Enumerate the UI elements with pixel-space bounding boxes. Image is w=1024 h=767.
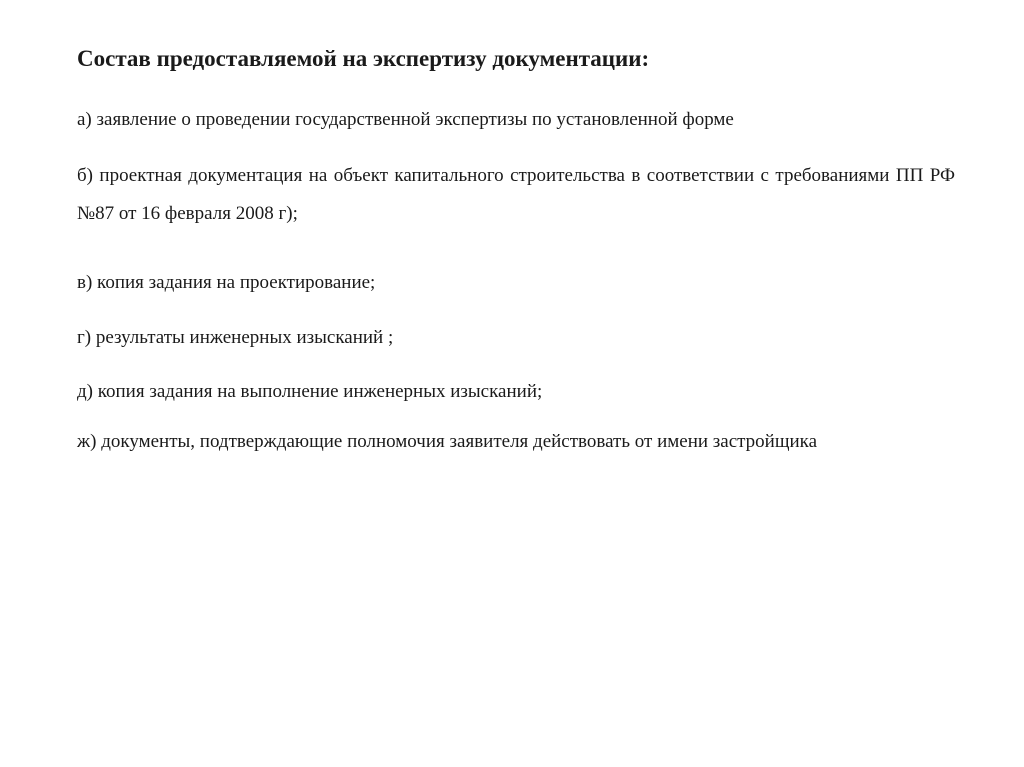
list-item-d: д) копия задания на выполнение инженерных изысканий; <box>77 381 543 402</box>
list-item-b: б) проектная документация на объект капитального строительства в соответствии с требованиями ПП РФ №87 от 16 февраля 2008 г); <box>77 165 955 224</box>
list-item-g: г) результаты инженерных изысканий ; <box>77 327 394 348</box>
list-item-a: а) заявление о проведении государственной экспертизы по установленной форме <box>77 109 734 130</box>
list-item-zh: ж) документы, подтверждающие полномочия заявителя действовать от имени застройщика <box>77 431 818 452</box>
document-title: Состав предоставляемой на экспертизу документации: <box>77 46 650 71</box>
list-item-v: в) копия задания на проектирование; <box>77 272 376 293</box>
